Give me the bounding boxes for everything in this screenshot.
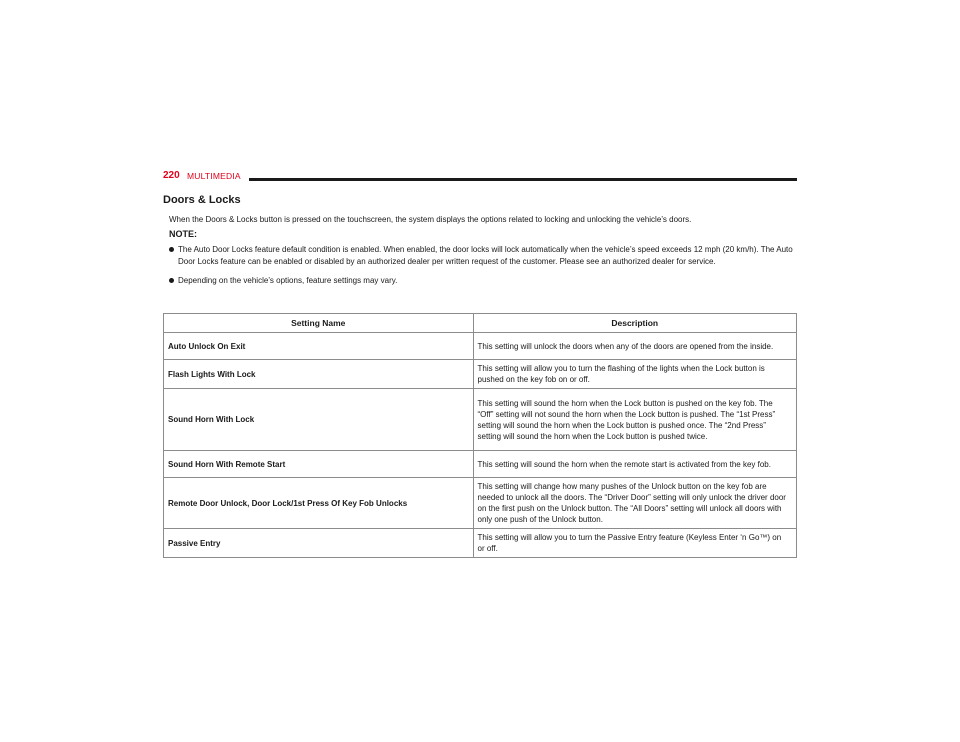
- setting-description-cell: This setting will sound the horn when the Lock button is pushed on the key fob. The “Off” setting will not sound the horn when the Lock button is pushed. The “1st Press” setting will sound the horn when the Lock button is pushed once. The “2nd Press” setting will sound the horn when the Lock button is pushed twice.: [473, 389, 797, 451]
- setting-description-cell: This setting will change how many pushes of the Unlock button on the key fob are needed to unlock all the doors. The “Driver Door” setting will only unlock the driver door on the first push on the Unlock button. The “All Doors” setting will unlock all doors with only one push of the Unlock button.: [473, 478, 797, 529]
- table-row: [164, 389, 797, 451]
- table-row: [164, 529, 797, 558]
- bullet-icon: [169, 247, 174, 252]
- note-label: NOTE:: [169, 229, 197, 239]
- setting-name-cell: Flash Lights With Lock: [164, 360, 474, 389]
- column-header-description: Description: [473, 314, 797, 333]
- table-row: [164, 360, 797, 389]
- note-text: Depending on the vehicle’s options, feature settings may vary.: [178, 276, 398, 285]
- table-row: [164, 478, 797, 529]
- note-list: [169, 244, 797, 295]
- setting-name-cell: Auto Unlock On Exit: [164, 333, 474, 360]
- intro-text: When the Doors & Locks button is pressed on the touchscreen, the system displays the options related to locking and unlocking the vehicle’s doors.: [169, 215, 692, 224]
- table-row: [164, 333, 797, 360]
- setting-name-cell: Sound Horn With Lock: [164, 389, 474, 451]
- setting-description-cell: This setting will allow you to turn the flashing of the lights when the Lock button is pushed on the key fob on or off.: [473, 360, 797, 389]
- setting-description-cell: This setting will sound the horn when the remote start is activated from the key fob.: [473, 451, 797, 478]
- table-header-row: [164, 314, 797, 333]
- note-item: [169, 244, 797, 267]
- page-number: 220: [163, 170, 180, 181]
- header-rule: [249, 178, 797, 181]
- section-title: Doors & Locks: [163, 194, 241, 206]
- setting-name-cell: Sound Horn With Remote Start: [164, 451, 474, 478]
- settings-table: [163, 313, 797, 558]
- table-row: [164, 451, 797, 478]
- note-item: [169, 275, 797, 287]
- setting-name-cell: Passive Entry: [164, 529, 474, 558]
- column-header-setting-name: Setting Name: [164, 314, 474, 333]
- note-text: The Auto Door Locks feature default condition is enabled. When enabled, the door locks will lock automatically when the vehicle’s speed exceeds 12 mph (20 km/h). The Auto Door Locks feature can be enabled or disabled by an authorized dealer per written request of the customer. Please see an authorized dealer for service.: [178, 245, 793, 266]
- setting-description-cell: This setting will allow you to turn the Passive Entry feature (Keyless Enter ‘n Go™) on or off.: [473, 529, 797, 558]
- section-name: MULTIMEDIA: [187, 171, 241, 181]
- bullet-icon: [169, 278, 174, 283]
- setting-description-cell: This setting will unlock the doors when any of the doors are opened from the inside.: [473, 333, 797, 360]
- setting-name-cell: Remote Door Unlock, Door Lock/1st Press Of Key Fob Unlocks: [164, 478, 474, 529]
- page-header: [163, 170, 797, 186]
